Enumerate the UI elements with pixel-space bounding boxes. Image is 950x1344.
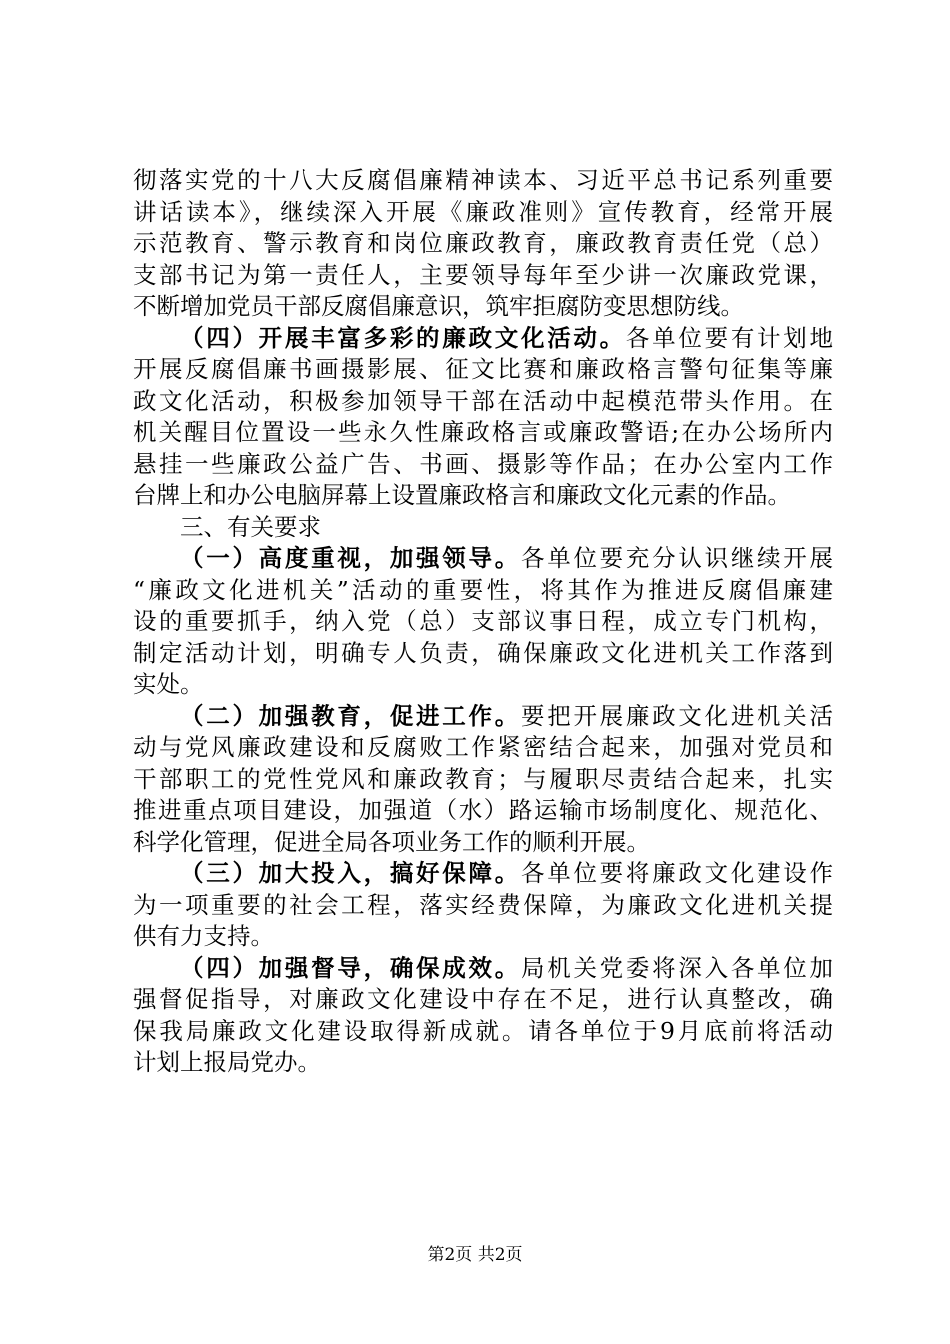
text-line: 示范教育、警示教育和岗位廉政教育，廉政教育责任党（总） — [133, 229, 833, 257]
document-body — [133, 165, 833, 1079]
paragraph-first-line — [133, 323, 833, 355]
paragraph-heading: （四）开展丰富多彩的廉政文化活动。 — [180, 323, 626, 352]
paragraph-text: 各单位要充分认识继续开展 — [520, 544, 834, 572]
text-line: 机关醒目位置设一些永久性廉政格言或廉政警语;在办公场所内 — [133, 418, 833, 446]
text-line: 干部职工的党性党风和廉政教育；与履职尽责结合起来，扎实 — [133, 764, 833, 793]
text-line: 科学化管理，促进全局各项业务工作的顺利开展。 — [133, 827, 650, 856]
text-line: 强督促指导，对廉政文化建设中存在不足，进行认真整改，确 — [133, 985, 833, 1013]
text-line: 彻落实党的十八大反腐倡廉精神读本、习近平总书记系列重要 — [133, 166, 833, 194]
paragraph — [133, 858, 833, 953]
paragraph — [133, 165, 833, 323]
text-line: “廉政文化进机关”活动的重要性，将其作为推进反腐倡廉建 — [133, 575, 833, 604]
text-line: 台牌上和办公电脑屏幕上设置廉政格言和廉政文化元素的作品。 — [133, 481, 791, 509]
text-line: 推进重点项目建设，加强道（水）路运输市场制度化、规范化、 — [133, 796, 833, 824]
paragraph-first-line — [133, 543, 833, 575]
text-line: 为一项重要的社会工程，落实经费保障，为廉政文化进机关提 — [133, 890, 833, 919]
paragraph-heading: （一）高度重视，加强领导。 — [180, 544, 521, 572]
paragraph-text: 各单位要有计划地 — [625, 323, 834, 352]
text-line: 政文化活动，积极参加领导干部在活动中起模范带头作用。在 — [133, 386, 833, 415]
text-line: 动与党风廉政建设和反腐败工作紧密结合起来，加强对党员和 — [133, 733, 833, 761]
text-line: 保我局廉政文化建设取得新成就。请各单位于9月底前将活动 — [133, 1016, 833, 1045]
text-line: 悬挂一些廉政公益广告、书画、摄影等作品；在办公室内工作 — [133, 449, 833, 478]
text-line: 计划上报局党办。 — [133, 1048, 321, 1076]
paragraph — [133, 701, 833, 859]
paragraph-first-line — [133, 858, 833, 890]
paragraph-heading: （三）加大投入，搞好保障。 — [180, 859, 521, 887]
paragraph-text: 要把开展廉政文化进机关活 — [520, 701, 834, 730]
paragraph-first-line — [133, 701, 833, 733]
text-line: 实处。 — [133, 670, 204, 698]
paragraph-text: 各单位要将廉政文化建设作 — [520, 859, 834, 887]
text-line: 支部书记为第一责任人，主要领导每年至少讲一次廉政党课， — [133, 260, 833, 289]
text-line: 开展反腐倡廉书画摄影展、征文比赛和廉政格言警句征集等廉 — [133, 355, 833, 383]
text-line: 供有力支持。 — [133, 922, 274, 950]
paragraph-text: 局机关党委将深入各单位加 — [520, 953, 834, 982]
paragraph-heading: （四）加强督导，确保成效。 — [180, 953, 521, 982]
text-line: 制定活动计划，明确专人负责，确保廉政文化进机关工作落到 — [133, 638, 833, 667]
page-number-footer: 第2页 共2页 — [427, 1245, 523, 1265]
paragraph-heading: （二）加强教育，促进工作。 — [180, 701, 521, 730]
text-line: 不断增加党员干部反腐倡廉意识，筑牢拒腐防变思想防线。 — [133, 292, 744, 320]
text-line: 设的重要抓手，纳入党（总）支部议事日程，成立专门机构， — [133, 607, 833, 635]
paragraph — [133, 323, 833, 512]
section-title: 三、有关要求 — [180, 512, 321, 541]
paragraph — [133, 953, 833, 1079]
paragraph — [133, 543, 833, 701]
text-line: 讲话读本》，继续深入开展《廉政准则》宣传教育，经常开展 — [133, 197, 833, 226]
paragraph-first-line — [133, 953, 833, 985]
